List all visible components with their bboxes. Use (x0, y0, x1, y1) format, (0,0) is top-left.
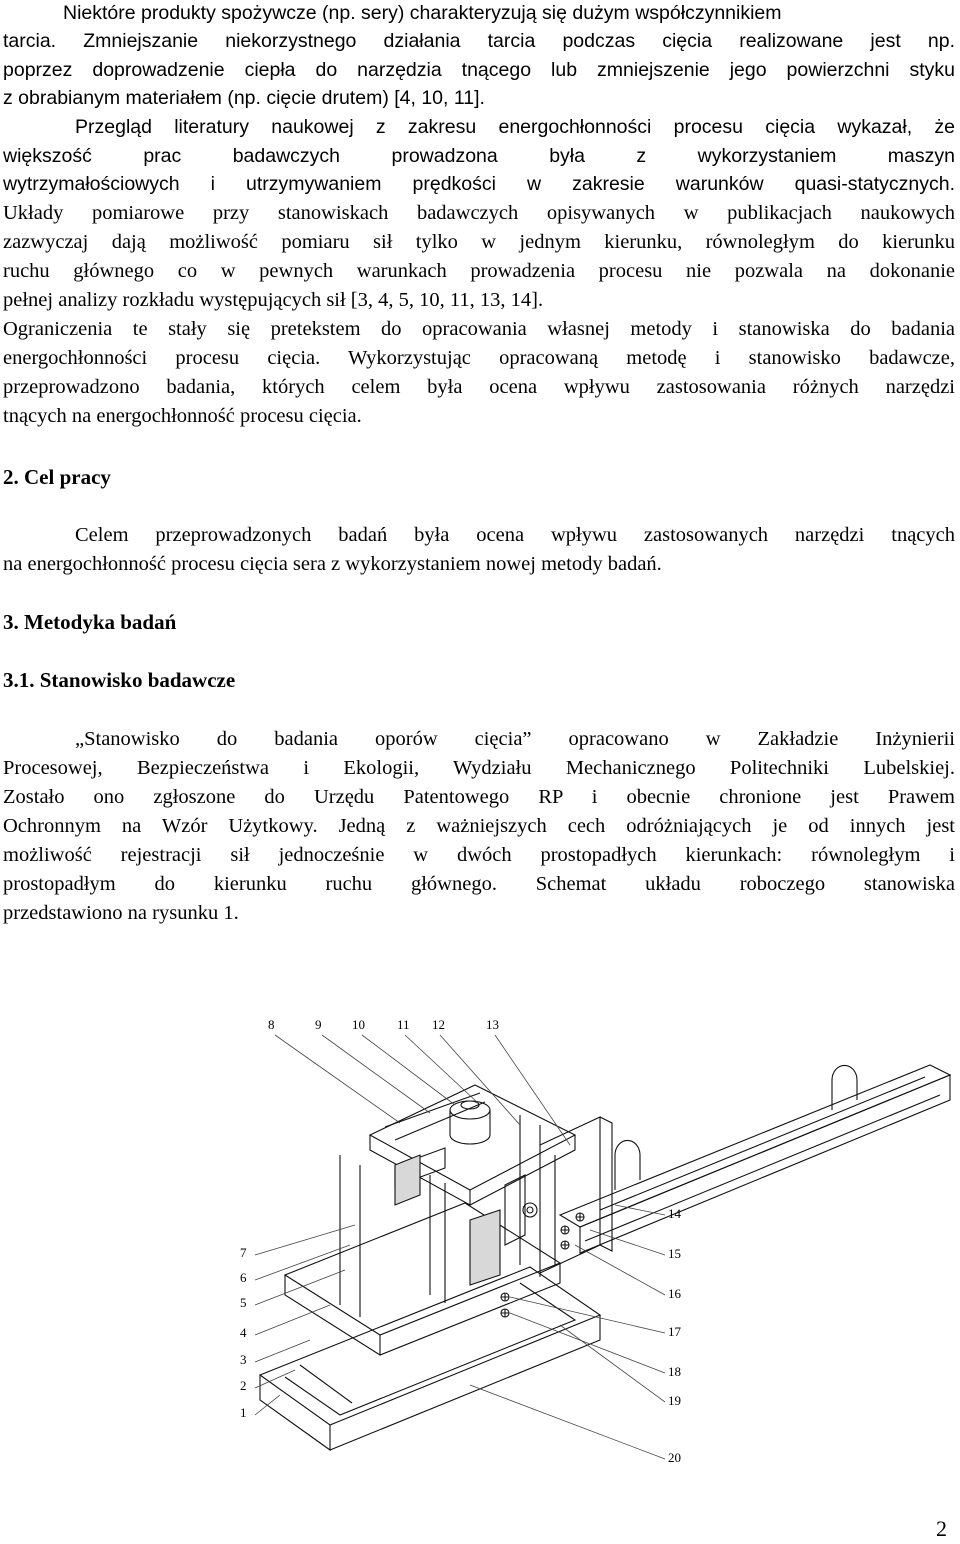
part-label: 15 (668, 1246, 681, 1261)
paragraph-line: na energochłonność procesu cięcia sera z wykorzystaniem nowej metody badań. (3, 553, 662, 575)
paragraph-line: przeprowadzono badania, których celem była ocena wpływu zastosowania różnych narzędzi (3, 376, 955, 398)
subsection-heading: 3.1. Stanowisko badawcze (3, 668, 236, 692)
paragraph-line: większość prac badawczych prowadzona była z wykorzystaniem maszyn (3, 145, 955, 167)
paragraph-line: energochłonności procesu cięcia. Wykorzystując opracowaną metodę i stanowisko badawcze, (3, 347, 955, 369)
paragraph-line: tnących na energochłonność procesu cięcia. (3, 405, 362, 427)
paragraph-line: „Stanowisko do badania oporów cięcia” opracowano w Zakładzie Inżynierii (75, 728, 955, 750)
part-label: 4 (240, 1325, 247, 1340)
paragraph-line: Ochronnym na Wzór Użytkowy. Jedną z ważniejszych cech odróżniających je od innych jest (3, 815, 955, 837)
part-label: 1 (240, 1405, 247, 1420)
part-label: 20 (668, 1450, 681, 1465)
paragraph-line: Zostało ono zgłoszone do Urzędu Patentowego RP i obecnie chronione jest Prawem (3, 786, 955, 808)
machine-drawing (260, 1065, 950, 1450)
part-label: 12 (432, 1017, 445, 1032)
page-number: 2 (936, 1516, 947, 1541)
paragraph-line: Procesowej, Bezpieczeństwa i Ekologii, Wydziału Mechanicznego Politechniki Lubelskiej. (3, 757, 955, 779)
part-label: 3 (240, 1352, 247, 1367)
part-label: 7 (240, 1245, 247, 1260)
part-label: 2 (240, 1378, 247, 1393)
part-label: 14 (668, 1206, 681, 1221)
part-label: 11 (397, 1017, 410, 1032)
paragraph-line: Układy pomiarowe przy stanowiskach badawczych opisywanych w publikacjach naukowych (3, 202, 955, 224)
part-label: 16 (668, 1286, 681, 1301)
paragraph-line: zazwyczaj dają możliwość pomiaru sił tylko w jednym kierunku, równoległym do kierunku (3, 231, 955, 253)
paragraph-line: Niektóre produkty spożywcze (np. sery) charakteryzują się dużym współczynnikiem (63, 2, 782, 24)
part-label: 17 (668, 1324, 681, 1339)
paragraph-line: tarcia. Zmniejszanie niekorzystnego działania tarcia podczas cięcia realizowane jest np. (3, 30, 955, 52)
paragraph-line: prostopadłym do kierunku ruchu głównego. Schemat układu roboczego stanowiska (3, 873, 955, 895)
paragraph-line: pełnej analizy rozkładu występujących sił [3, 4, 5, 10, 11, 13, 14]. (3, 289, 544, 311)
paragraph-line: Celem przeprowadzonych badań była ocena wpływu zastosowanych narzędzi tnących (75, 524, 955, 546)
part-label: 6 (240, 1270, 247, 1285)
test-stand-schematic (0, 1005, 960, 1475)
part-label: 18 (668, 1364, 681, 1379)
paragraph-line: ruchu głównego co w pewnych warunkach prowadzenia procesu nie pozwala na dokonanie (3, 260, 955, 282)
section-heading: 2. Cel pracy (3, 465, 111, 489)
paragraph-line: wytrzymałościowych i utrzymywaniem prędkości w zakresie warunków quasi-statycznych. (3, 173, 955, 195)
paragraph-line: poprzez doprowadzenie ciepła do narzędzia tnącego lub zmniejszenie jego powierzchni styku (3, 59, 955, 81)
part-label: 5 (240, 1295, 247, 1310)
paragraph-line: z obrabianym materiałem (np. cięcie drutem) [4, 10, 11]. (3, 87, 485, 109)
paragraph-line: Ograniczenia te stały się pretekstem do opracowania własnej metody i stanowiska do badania (3, 318, 955, 340)
paragraph-line: Przegląd literatury naukowej z zakresu energochłonności procesu cięcia wykazał, że (75, 116, 955, 138)
part-label: 8 (268, 1017, 275, 1032)
part-labels (240, 1017, 682, 1465)
section-heading: 3. Metodyka badań (3, 610, 177, 634)
paragraph-line: możliwość rejestracji sił jednocześnie w dwóch prostopadłych kierunkach: równoległym i (3, 844, 955, 866)
part-label: 10 (352, 1017, 365, 1032)
paragraph-line: przedstawiono na rysunku 1. (3, 902, 239, 924)
part-label: 13 (486, 1017, 499, 1032)
part-label: 9 (315, 1017, 322, 1032)
part-label: 19 (668, 1393, 681, 1408)
